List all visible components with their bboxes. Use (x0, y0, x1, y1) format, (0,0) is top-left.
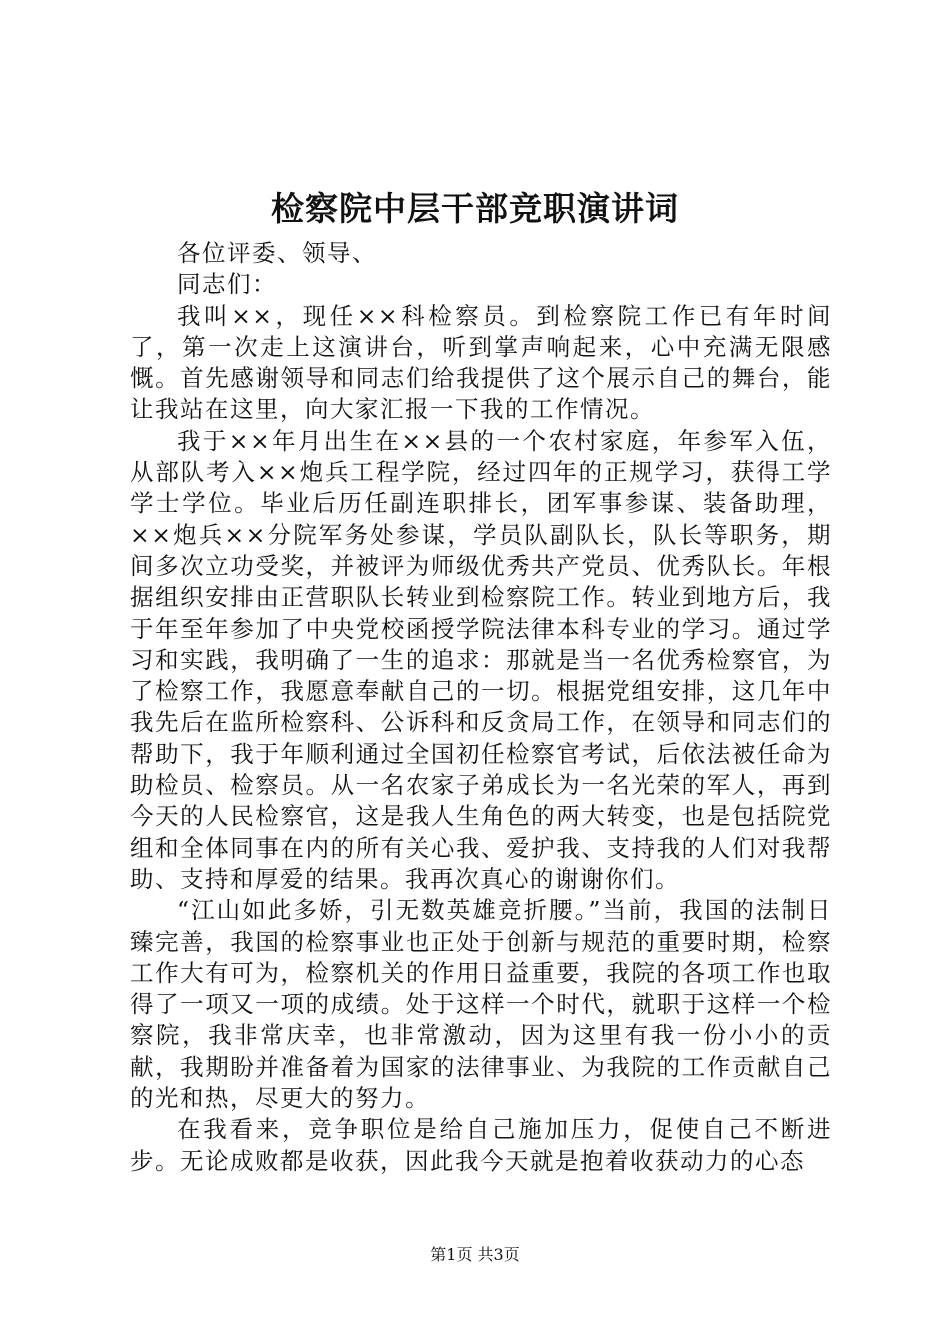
document-body (130, 238, 832, 1177)
paragraph-era: “江山如此多娇，引无数英雄竞折腰。”当前，我国的法制日臻完善，我国的检察事业也正处于创新与规范的重要时期，检察工作大有可为，检察机关的作用日益重要，我院的各项工作也取得了一项又一项的成绩。处于这样一个时代，就职于这样一个检察院，我非常庆幸，也非常激动，因为这里有我一份小小的贡献，我期盼并准备着为国家的法律事业、为我院的工作贡献自己的光和热，尽更大的努力。 (130, 896, 832, 1113)
paragraph-introduction: 我叫××，现任××科检察员。到检察院工作已有年时间了，第一次走上这演讲台，听到掌声响起来，心中充满无限感慨。首先感谢领导和同志们给我提供了这个展示自己的舞台，能让我站在这里，向大家汇报一下我的工作情况。 (130, 301, 832, 424)
paragraph-competition: 在我看来，竞争职位是给自己施加压力，促使自己不断进步。无论成败都是收获，因此我今天就是抱着收获动力的心态 (130, 1115, 832, 1175)
document-title: 检察院中层干部竞职演讲词 (271, 189, 679, 228)
paragraph-background: 我于××年月出生在××县的一个农村家庭，年参军入伍，从部队考入××炮兵工程学院，经过四年的正规学习，获得工学学士学位。毕业后历任副连职排长，团军事参谋、装备助理，××炮兵××分院军务处参谋，学员队副队长，队长等职务，期间多次立功受奖，并被评为师级优秀共产党员、优秀队长。年根据组织安排由正营职队长转业到检察院工作。转业到地方后，我于年至年参加了中央党校函授学院法律本科专业的学习。通过学习和实践，我明确了一生的追求：那就是当一名优秀检察官，为了检察工作，我愿意奉献自己的一切。根据党组安排，这几年中我先后在监所检察科、公诉科和反贪局工作，在领导和同志们的帮助下，我于年顺利通过全国初任检察官考试，后依法被任命为助检员、检察员。从一名农家子弟成长为一名光荣的军人，再到今天的人民检察官，这是我人生角色的两大转变，也是包括院党组和全体同事在内的所有关心我、爱护我、支持我的人们对我帮助、支持和厚爱的结果。我再次真心的谢谢你们。 (130, 426, 832, 893)
salutation-line-1: 各位评委、领导、 (177, 239, 377, 267)
salutation-line-2: 同志们： (177, 270, 277, 299)
page-number-footer: 第1页 共3页 (430, 1245, 520, 1264)
